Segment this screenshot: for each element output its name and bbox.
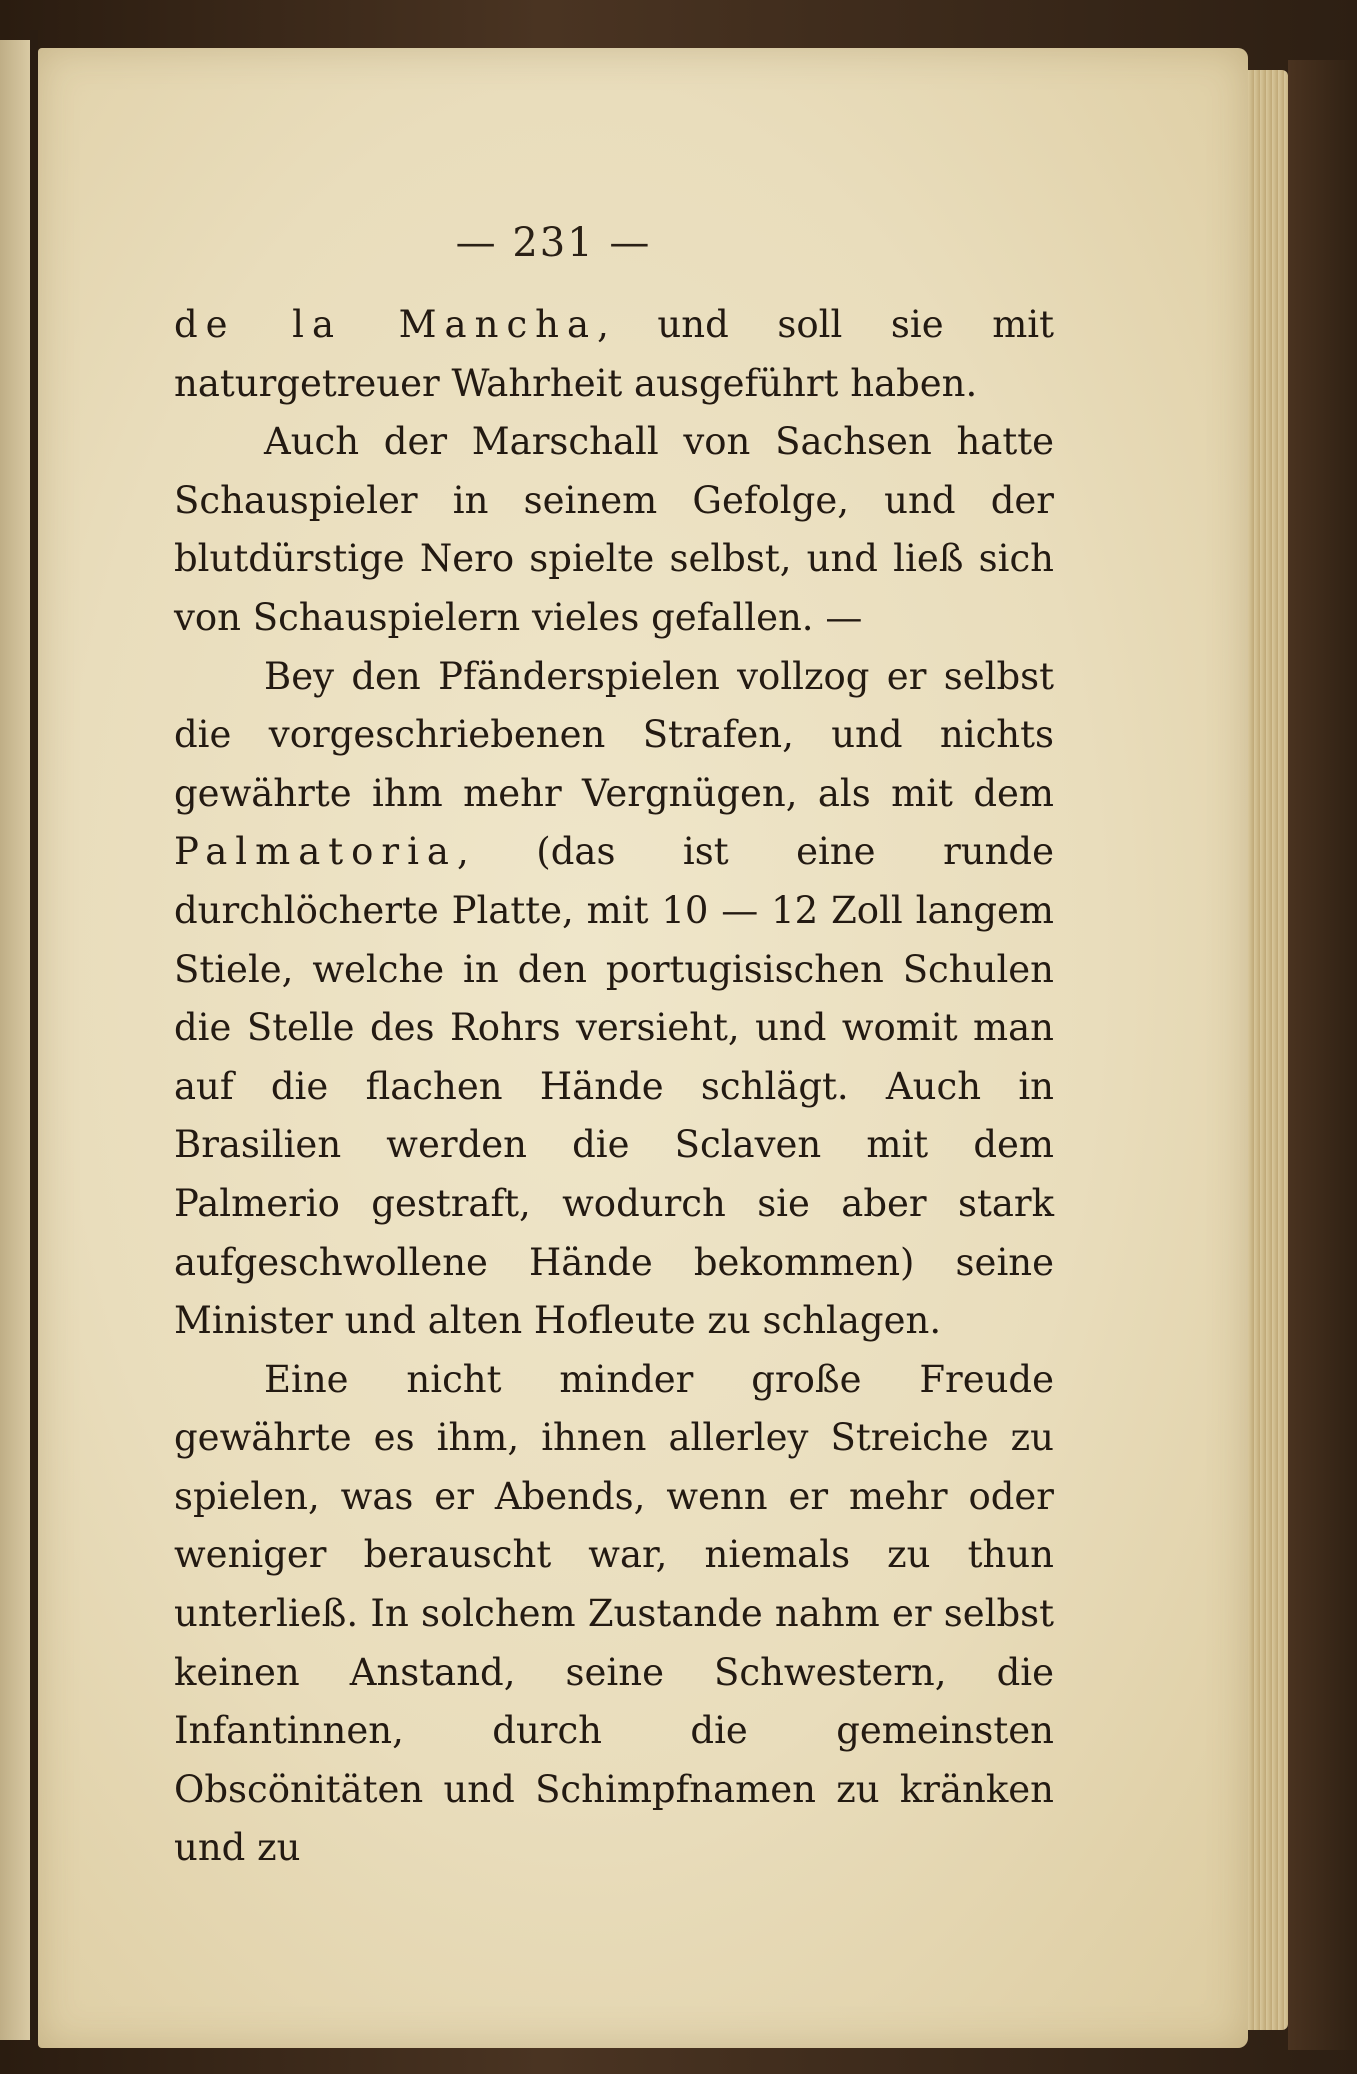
- left-page-edge: [0, 40, 32, 2040]
- book-gutter: [30, 30, 38, 2050]
- paragraph-4: [174, 1351, 1054, 1878]
- page-stack-edge: [1248, 70, 1288, 2030]
- page-number: — 231 —: [455, 220, 652, 266]
- text-span: Palmatoria: [174, 830, 457, 874]
- paragraph-2: [174, 413, 1054, 647]
- text-span: Auch der Marschall von Sachsen hatte Schauspieler in seinem Gefolge, und der blutdürstige Nero spielte selbst, und ließ sich von Schauspielern vieles gefallen. —: [174, 420, 1054, 639]
- text-span: , (das ist eine runde durchlöcherte Platte, mit 10 — 12 Zoll langem Stiele, welche in den portugisischen Schulen die Stelle des Rohrs versieht, und womit man auf die flachen Hände schlägt. Auch in Brasilien werden die Sclaven mit dem Palmerio gestraft, wodurch sie aber stark aufgeschwollene Hände bekommen) seine Minister und alten Hofleute zu schlagen.: [174, 830, 1054, 1343]
- body-text: [174, 296, 1054, 1878]
- text-span: , und soll sie mit naturgetreuer Wahrheit ausgeführt haben.: [174, 303, 1054, 405]
- book-cover-edge: [1288, 60, 1357, 2050]
- text-span: Eine nicht minder große Freude gewährte es ihm, ihnen allerley Streiche zu spielen, was er Abends, wenn er mehr oder weniger berauscht war, niemals zu thun unterließ. In solchem Zustande nahm er selbst keinen Anstand, seine Schwestern, die Infantinnen, durch die gemeinsten Obscönitäten und Schimpfnamen zu kränken und zu: [174, 1357, 1054, 1870]
- text-span: Bey den Pfänderspielen vollzog er selbst die vorgeschriebenen Strafen, und nichts gewährte ihm mehr Vergnügen, als mit dem: [174, 654, 1054, 815]
- paragraph-1: [174, 296, 1054, 413]
- text-span: de la Mancha: [174, 303, 598, 346]
- paragraph-3: [174, 648, 1054, 1351]
